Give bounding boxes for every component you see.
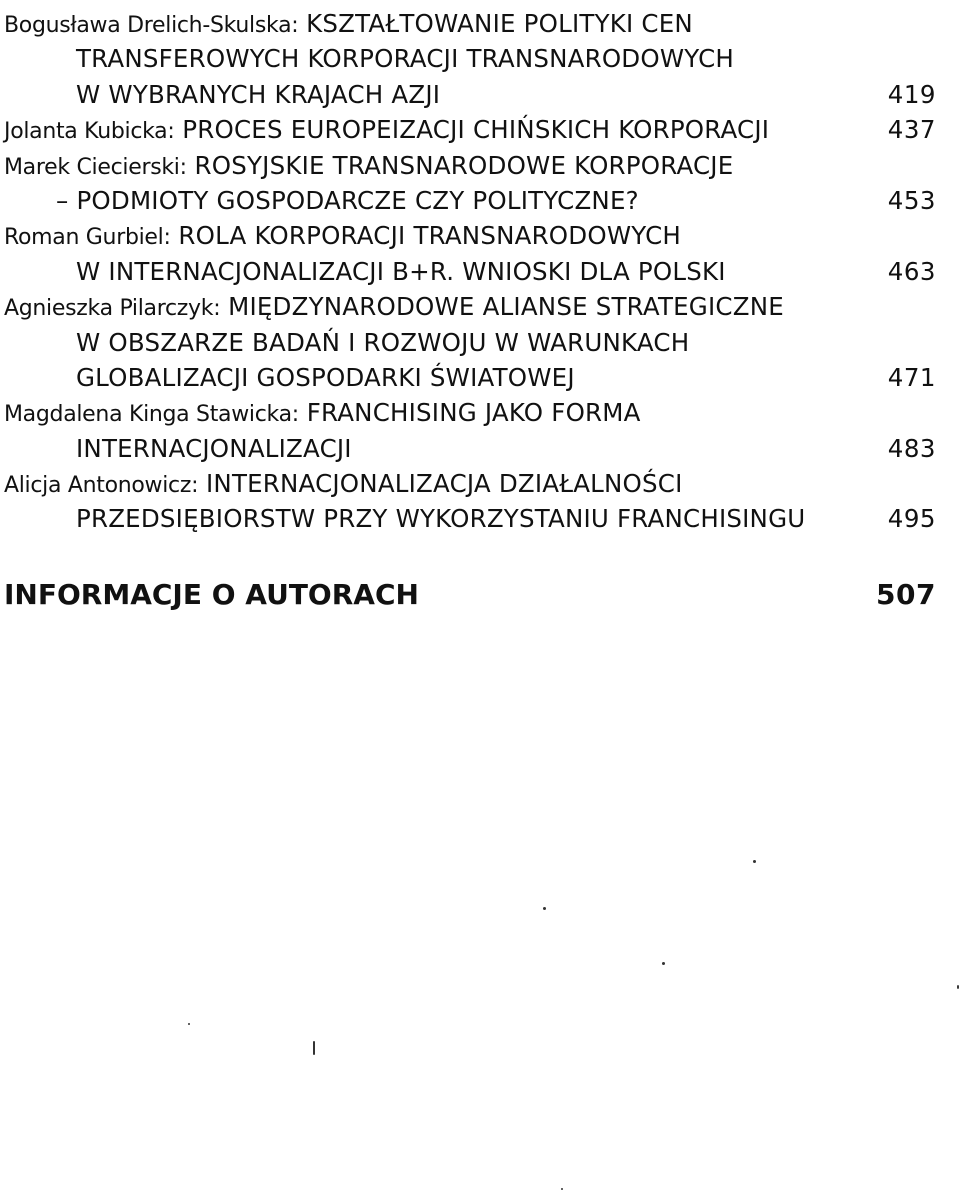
toc-line: [4, 289, 936, 324]
entry-author: Magdalena Kinga Stawicka:: [4, 402, 299, 428]
toc-line: [4, 6, 936, 41]
toc-entry: [4, 395, 936, 466]
toc-line: [4, 431, 936, 466]
entry-author: Marek Ciecierski:: [4, 154, 187, 180]
entry-author: Jolanta Kubicka:: [4, 119, 175, 145]
toc-line: [4, 360, 936, 395]
toc-line: [4, 254, 936, 289]
toc-line: [4, 112, 936, 147]
toc-entry: [4, 6, 936, 112]
entry-author: Bogusława Drelich-Skulska:: [4, 13, 299, 38]
entry-title-line: FRANCHISING JAKO FORMA: [306, 398, 641, 428]
section-gap: [4, 537, 936, 575]
toc-entry: [4, 112, 936, 147]
entry-title-line: W INTERNACJONALIZACJI B+R. WNIOSKI DLA POLSKI: [76, 256, 726, 286]
entry-title-line: KSZTAŁTOWANIE POLITYKI CEN: [306, 9, 693, 38]
entry-page-number: 463: [887, 256, 936, 286]
entry-page-number: 437: [887, 115, 936, 145]
entry-title-line: W OBSZARZE BADAŃ I ROZWOJU W WARUNKACH: [76, 327, 690, 357]
scan-speck: [313, 1041, 315, 1055]
scan-speck: [957, 985, 959, 989]
entry-title-line: PRZEDSIĘBIORSTW PRZY WYKORZYSTANIU FRANCHISINGU: [76, 504, 806, 534]
table-of-contents: [4, 6, 936, 615]
toc-entry: [4, 289, 936, 395]
entry-title-line: W WYBRANYCH KRAJACH AZJI: [76, 79, 441, 109]
toc-entry: [4, 148, 936, 219]
toc-line: [4, 148, 936, 183]
toc-entry: [4, 466, 936, 537]
entry-author: Alicja Antonowicz:: [4, 473, 199, 499]
entry-title-line: PROCES EUROPEIZACJI CHIŃSKICH KORPORACJI: [182, 115, 770, 145]
toc-line: [4, 218, 936, 253]
entry-title-line: INTERNACJONALIZACJI: [76, 433, 352, 463]
toc-line: [4, 183, 936, 218]
scan-speck: [753, 860, 756, 863]
entry-author: Roman Gurbiel:: [4, 225, 171, 251]
entry-title-line: MIĘDZYNARODOWE ALIANSE STRATEGICZNE: [228, 292, 784, 322]
scan-speck: [188, 1023, 190, 1025]
final-entry-title: INFORMACJE O AUTORACH: [4, 577, 419, 611]
toc-final-entry: [4, 575, 936, 615]
entry-title-line: ROLA KORPORACJI TRANSNARODOWYCH: [178, 221, 682, 251]
scan-speck: [543, 907, 546, 910]
entry-page-number: 453: [887, 185, 936, 215]
toc-line: [4, 466, 936, 501]
entry-title-line: TRANSFEROWYCH KORPORACJI TRANSNARODOWYCH: [76, 44, 735, 74]
entry-page-number: 483: [887, 433, 936, 463]
entry-page-number: 471: [887, 362, 936, 392]
entry-author: Agnieszka Pilarczyk:: [4, 296, 221, 322]
toc-line: [4, 325, 936, 360]
entry-title-line: GLOBALIZACJI GOSPODARKI ŚWIATOWEJ: [76, 362, 575, 392]
entry-title-line: – PODMIOTY GOSPODARCZE CZY POLITYCZNE?: [56, 185, 639, 215]
toc-line: [4, 77, 936, 112]
toc-entry: [4, 218, 936, 289]
toc-line: [4, 501, 936, 536]
entry-title-line: ROSYJSKIE TRANSNARODOWE KORPORACJE: [194, 150, 734, 180]
entry-page-number: 419: [887, 79, 936, 109]
toc-line: [4, 41, 936, 76]
scan-speck: [561, 1188, 563, 1190]
entry-page-number: 495: [887, 504, 936, 534]
entry-title-line: INTERNACJONALIZACJA DZIAŁALNOŚCI: [206, 469, 683, 499]
scan-speck: [662, 962, 665, 965]
final-entry-page-number: 507: [876, 577, 936, 611]
toc-line: [4, 395, 936, 430]
